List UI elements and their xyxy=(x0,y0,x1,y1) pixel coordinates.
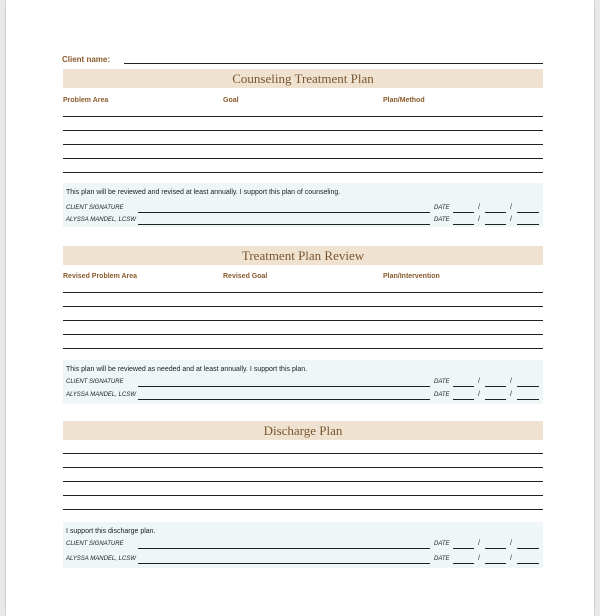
agreement-statement: This plan will be reviewed and revised at least annually. I support this plan of counseling. xyxy=(66,189,341,196)
date-year-field[interactable] xyxy=(517,548,539,549)
date-day-field[interactable] xyxy=(485,212,506,213)
form-page xyxy=(6,0,594,616)
section-title-treatment-review: Treatment Plan Review xyxy=(63,246,543,265)
entry-line[interactable] xyxy=(63,453,543,454)
date-separator: / xyxy=(478,204,480,211)
entry-line[interactable] xyxy=(63,334,543,335)
date-label: DATE xyxy=(434,392,450,398)
section-title-discharge-plan: Discharge Plan xyxy=(63,421,543,440)
entry-line[interactable] xyxy=(63,144,543,145)
date-label: DATE xyxy=(434,379,450,385)
date-separator: / xyxy=(510,378,512,385)
date-year-field[interactable] xyxy=(517,212,539,213)
date-separator: / xyxy=(510,391,512,398)
date-separator: / xyxy=(510,540,512,547)
column-header-revised-problem-area: Revised Problem Area xyxy=(63,273,138,280)
entry-line[interactable] xyxy=(63,172,543,173)
entry-line[interactable] xyxy=(63,116,543,117)
column-header-plan-method: Plan/Method xyxy=(383,97,425,104)
entry-line[interactable] xyxy=(63,467,543,468)
client-signature-line[interactable] xyxy=(138,386,430,387)
date-month-field[interactable] xyxy=(453,548,474,549)
date-month-field[interactable] xyxy=(453,563,474,564)
entry-line[interactable] xyxy=(63,348,543,349)
entry-line[interactable] xyxy=(63,292,543,293)
column-header-plan-intervention: Plan/Intervention xyxy=(383,273,440,280)
client-signature-label: CLIENT SIGNATURE xyxy=(66,205,124,211)
date-separator: / xyxy=(478,540,480,547)
client-signature-line[interactable] xyxy=(138,548,430,549)
date-year-field[interactable] xyxy=(517,563,539,564)
column-header-problem-area: Problem Area xyxy=(63,97,109,104)
entry-line[interactable] xyxy=(63,495,543,496)
entry-line[interactable] xyxy=(63,158,543,159)
date-year-field[interactable] xyxy=(517,399,539,400)
date-separator: / xyxy=(478,378,480,385)
date-day-field[interactable] xyxy=(485,224,506,225)
clinician-name: ALYSSA MANDEL, LCSW xyxy=(66,217,136,223)
date-month-field[interactable] xyxy=(453,224,474,225)
date-year-field[interactable] xyxy=(517,224,539,225)
date-separator: / xyxy=(478,555,480,562)
date-day-field[interactable] xyxy=(485,386,506,387)
date-label: DATE xyxy=(434,217,450,223)
date-day-field[interactable] xyxy=(485,563,506,564)
date-separator: / xyxy=(478,391,480,398)
client-signature-label: CLIENT SIGNATURE xyxy=(66,379,124,385)
clinician-name: ALYSSA MANDEL, LCSW xyxy=(66,556,136,562)
clinician-signature-line[interactable] xyxy=(138,563,430,564)
clinician-signature-line[interactable] xyxy=(138,224,430,225)
date-month-field[interactable] xyxy=(453,399,474,400)
date-year-field[interactable] xyxy=(517,386,539,387)
date-day-field[interactable] xyxy=(485,548,506,549)
client-signature-line[interactable] xyxy=(138,212,430,213)
section-title-treatment-plan: Counseling Treatment Plan xyxy=(63,69,543,88)
clinician-name: ALYSSA MANDEL, LCSW xyxy=(66,392,136,398)
date-separator: / xyxy=(510,555,512,562)
date-month-field[interactable] xyxy=(453,386,474,387)
entry-line[interactable] xyxy=(63,481,543,482)
column-header-goal: Goal xyxy=(223,97,239,104)
date-day-field[interactable] xyxy=(485,399,506,400)
clinician-signature-line[interactable] xyxy=(138,399,430,400)
date-label: DATE xyxy=(434,556,450,562)
date-label: DATE xyxy=(434,205,450,211)
date-separator: / xyxy=(510,216,512,223)
date-separator: / xyxy=(510,204,512,211)
entry-line[interactable] xyxy=(63,320,543,321)
entry-line[interactable] xyxy=(63,130,543,131)
client-name-label: Client name: xyxy=(62,55,111,64)
column-header-revised-goal: Revised Goal xyxy=(223,273,268,280)
agreement-statement: I support this discharge plan. xyxy=(66,528,156,535)
date-label: DATE xyxy=(434,541,450,547)
entry-line[interactable] xyxy=(63,509,543,510)
date-separator: / xyxy=(478,216,480,223)
agreement-statement: This plan will be reviewed as needed and at least annually. I support this plan. xyxy=(66,366,308,373)
client-signature-label: CLIENT SIGNATURE xyxy=(66,541,124,547)
date-month-field[interactable] xyxy=(453,212,474,213)
client-name-field[interactable] xyxy=(124,63,543,64)
entry-line[interactable] xyxy=(63,306,543,307)
